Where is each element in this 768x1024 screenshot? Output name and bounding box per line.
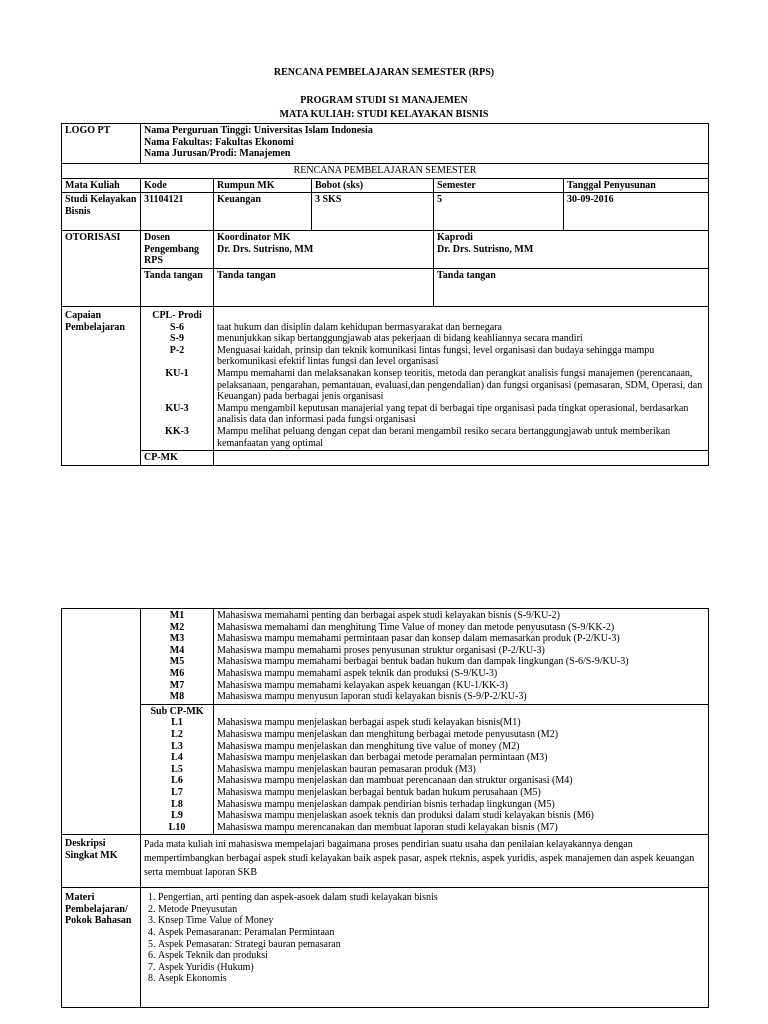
cpmk-label: CP-MK	[141, 451, 214, 466]
cpmk-code: M6	[169, 667, 185, 679]
cpl-code: KU-1	[165, 367, 189, 379]
kaprodi-name: Dr. Drs. Sutrisno, MM	[437, 243, 534, 255]
label-tanggal: Tanggal Penyusunan	[564, 178, 709, 193]
materi-item: 7. Aspek Yuridis (Hukum)	[158, 962, 705, 974]
tanda-tangan-koordinator: Tanda tangan	[214, 268, 434, 306]
sub-cpmk-text: Mahasiswa mampu menjelaskan dampak pendirian bisnis terhadap lingkungan (M5)	[217, 798, 555, 810]
value-tanggal: 30-09-2016	[564, 193, 709, 231]
cpmk-left-cell	[62, 609, 141, 835]
label-mata-kuliah: Mata Kuliah	[62, 178, 141, 193]
cpmk-text: Mahasiswa mampu menyusun laporan studi kelayakan bisnis (S-9/P-2/KU-3)	[217, 691, 527, 703]
cpmk-code: M5	[169, 656, 185, 668]
materi-item: 6. Aspek Teknik dan produksi	[158, 950, 705, 962]
sub-cpmk-label: Sub CP-MK	[150, 705, 204, 717]
cpmk-text: Mahasiswa mampu memahami berbagai bentuk badan hukum dan dampak lingkungan (S-6/S-9/KU-3)	[217, 656, 629, 668]
sub-cpmk-code: L10	[168, 821, 186, 833]
logo-cell: LOGO PT	[62, 124, 141, 164]
cpmk-text: Mahasiswa memahami penting dan berbagai aspek studi kelayakan bisnis (S-9/KU-2)	[217, 610, 560, 621]
cpl-code: KK-3	[165, 425, 189, 437]
value-semester: 5	[434, 193, 564, 231]
cpl-codes-cell	[141, 306, 214, 450]
cpmk-code: M1	[169, 610, 185, 621]
tanda-tangan-dosen: Tanda tangan	[141, 268, 214, 306]
cpl-text: Mampu mengambil keputusan manajerial yang tepat di berbagai tipe organisasi pada tingkat operasional, berdasarkan analisis data dan informasi pada fungsi organisasi	[217, 402, 689, 426]
cpl-code: S-9	[170, 333, 184, 345]
university-name: Nama Perguruan Tinggi: Universitas Islam Indonesia	[144, 125, 373, 136]
sub-cpmk-code: L1	[171, 717, 183, 729]
koordinator-cell	[214, 231, 434, 269]
sub-cpmk-code: L3	[171, 740, 183, 752]
sub-cpmk-text: Mahasiswa mampu menjelaskan dan berbagai metode peramalan permintaan (M3)	[217, 752, 548, 764]
cpl-texts-cell	[214, 306, 709, 450]
otorisasi-label: OTORISASI	[62, 231, 141, 307]
value-kode: 31104121	[141, 193, 214, 231]
value-bobot: 3 SKS	[312, 193, 434, 231]
rps-table-page1	[61, 123, 709, 466]
sub-cpmk-text: Mahasiswa mampu menjelaskan dan menghitung tive value of money (M2)	[217, 740, 520, 752]
materi-item: 2. Metode Pneyusutan	[158, 904, 705, 916]
kaprodi-label: Kaprodi	[437, 232, 473, 244]
cpmk-text: Mahasiswa mampu memahami kelayakan aspek keuangan (KU-1/KK-3)	[217, 679, 509, 691]
sub-cpmk-code: L7	[171, 786, 183, 798]
cpmk-code: M3	[169, 633, 185, 645]
value-rumpun: Keuangan	[214, 193, 312, 231]
materi-item: 3. Knsep Time Value of Money	[158, 915, 705, 927]
sub-cpmk-code: L6	[171, 775, 183, 787]
sub-cpmk-text: Mahasiswa mampu menjelaskan bauran pemasaran produk (M3)	[217, 763, 476, 775]
cpmk-empty-cell	[214, 451, 709, 466]
cpl-code: S-6	[170, 321, 184, 333]
cpmk-text: Mahasiswa memahami dan menghitung Time Value of money dan metode penyusutasn (S-9/KK-2)	[217, 621, 615, 633]
sub-cpmk-texts-cell	[214, 704, 709, 835]
tanda-tangan-kaprodi: Tanda tangan	[434, 268, 709, 306]
course-title: MATA KULIAH: STUDI KELAYAKAN BISNIS	[279, 109, 489, 120]
cpmk-text: Mahasiswa mampu memahami permintaan pasar dan konsep dalam memasarkan produk (P-2/KU-3)	[217, 633, 620, 645]
sub-cpmk-code: L4	[171, 752, 183, 764]
cpmk-code: M2	[169, 621, 185, 633]
materi-list	[144, 892, 705, 985]
cpl-code: KU-3	[165, 402, 189, 414]
cpmk-code: M7	[169, 679, 185, 691]
cpl-text: taat hukum dan disiplin dalam kehidupan bermasyarakat dan bernegara	[217, 321, 502, 333]
cpl-text: Menguasai kaidah, prinsip dan teknik komunikasi lintas fungsi, level organisasi dan budaya sehingga mampu berkomunikasi efektif lintas fungsi dan level organisasi	[217, 344, 655, 368]
cpmk-code: M8	[169, 691, 185, 703]
value-mata-kuliah: Studi Kelayakan Bisnis	[62, 193, 141, 231]
capaian-label: Capaian Pembelajaran	[62, 306, 141, 465]
deskripsi-label: Deskripsi Singkat MK	[62, 835, 141, 888]
materi-cell	[141, 888, 709, 1008]
materi-item: 4. Aspek Pemasaranan: Peramalan Permintaan	[158, 927, 705, 939]
sub-cpmk-text: Mahasiswa mampu menjelaskan asoek teknis dan produksi dalam studi kelayakan bisnis (M6)	[217, 810, 594, 822]
sub-cpmk-code: L5	[171, 763, 183, 775]
sub-cpmk-text: Mahasiswa mampu menjelaskan dan menghitung berbagai metode penyusutasn (M2)	[217, 728, 559, 740]
faculty-name: Nama Fakultas: Fakultas Ekonomi	[144, 136, 294, 148]
cpmk-text: Mahasiswa mampu memahami aspek teknik dan produksi (S-9/KU-3)	[217, 667, 498, 679]
institution-cell	[141, 124, 709, 164]
rps-heading: RENCANA PEMBELAJARAN SEMESTER	[62, 164, 709, 179]
program-title: PROGRAM STUDI S1 MANAJEMEN	[300, 95, 468, 106]
dosen-pengembang: Dosen Pengembang RPS	[141, 231, 214, 269]
materi-item: 8. Asepk Ekonomis	[158, 973, 705, 985]
label-bobot: Bobot (sks)	[312, 178, 434, 193]
sub-cpmk-text: Mahasiswa mampu menjelaskan berbagai aspek studi kelayakan bisnis(M1)	[217, 717, 521, 729]
doc-title: RENCANA PEMBELAJARAN SEMESTER (RPS)	[273, 67, 495, 78]
sub-cpmk-text: Mahasiswa mampu menjelaskan dan mambuat perencanaan dan struktur organisasi (M4)	[217, 775, 573, 787]
label-rumpun: Rumpun MK	[214, 178, 312, 193]
sub-cpmk-code: L9	[171, 810, 183, 822]
cpmk-codes-cell	[141, 609, 214, 705]
cpl-prodi-label: CPL- Prodi	[152, 309, 202, 321]
cpmk-texts-cell	[214, 609, 709, 705]
cpl-code: P-2	[169, 344, 185, 356]
kaprodi-cell	[434, 231, 709, 269]
koordinator-label: Koordinator MK	[217, 232, 291, 244]
cpmk-text: Mahasiswa mampu memahami proses penyusunan struktur organisasi (P-2/KU-3)	[217, 644, 545, 656]
materi-item: 5. Aspek Pemasaran: Strategi bauran pemasaran	[158, 939, 705, 951]
cpmk-code: M4	[169, 644, 185, 656]
department-name: Nama Jurusan/Prodi: Manajemen	[144, 148, 291, 160]
label-semester: Semester	[434, 178, 564, 193]
label-kode: Kode	[141, 178, 214, 193]
materi-item: 1. Pengertian, arti penting dan aspek-asoek dalam studi kelayakan bisnis	[158, 892, 705, 904]
sub-cpmk-code: L2	[171, 728, 183, 740]
cpl-text: menunjukkan sikap bertanggungjawab atas pekerjaan di bidang keahliannya secara mandiri	[217, 333, 583, 345]
materi-label: Materi Pembelajaran/ Pokok Bahasan	[62, 888, 141, 1008]
cpl-text: Mampu memahami dan melaksanakan konsep teoritis, metoda dan perangkat analisis fungsi manajemen (perencanaan, pelaksanaan, pengarahan, pemantauan, evaluasi,dan pengendalian) dan fungsi organisasi (pemasaran, SDM, Operasi, dan Keuangan) pada berbagai jenis organisasi	[217, 367, 703, 403]
sub-cpmk-codes-cell	[141, 704, 214, 835]
rps-table-page2	[61, 608, 709, 1008]
cpl-text: Mampu melihat peluang dengan cepat dan berani mengambil resiko secara bertanggungjawab untuk memberikan kemanfaatan yang optimal	[217, 425, 671, 449]
sub-cpmk-text: Mahasiswa mampu menjelaskan berbagai bentuk badan hukum perusahaan (M5)	[217, 786, 541, 798]
deskripsi-text: Pada mata kuliah ini mahasiswa mempelajari bagaimana proses pendirian suatu usaha dan penilaian kelayakannya dengan mempertimbangkan berbagai aspek studi kelayakan baik aspek pasar, aspek rteknis, aspek yuridis, aspek manajemen dan aspek keuangan serta membuat laporan SKB	[141, 835, 709, 888]
koordinator-name: Dr. Drs. Sutrisno, MM	[217, 243, 314, 255]
sub-cpmk-code: L8	[171, 798, 183, 810]
sub-cpmk-text: Mahasiswa mampu merencanakan dan membuat laporan studi kelayakan bisnis (M7)	[217, 821, 558, 833]
